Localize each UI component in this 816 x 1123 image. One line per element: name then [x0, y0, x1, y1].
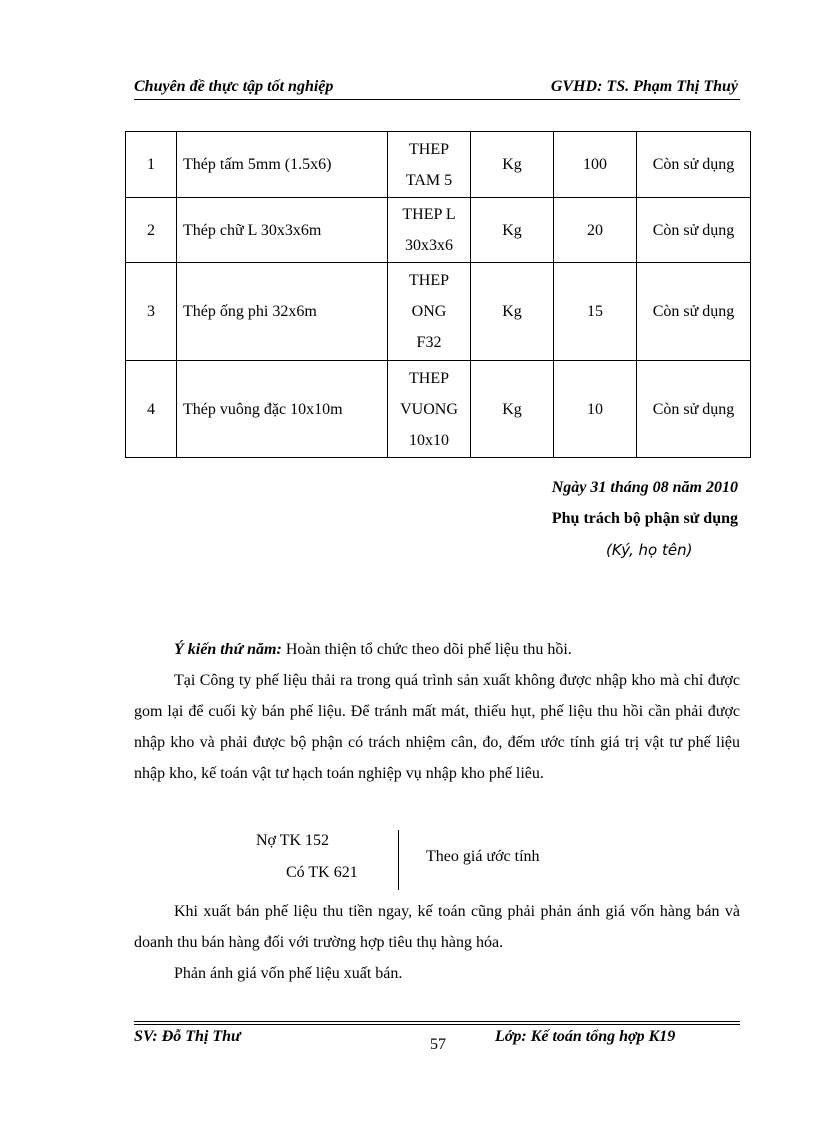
row-code: [388, 263, 471, 361]
row-code-line: ONG: [411, 303, 447, 320]
table-row: [126, 132, 751, 198]
header-right: GVHD: TS. Phạm Thị Thuỷ: [550, 78, 738, 95]
row-code-line: THEP L: [402, 206, 456, 223]
opinion-paragraph: [134, 634, 740, 665]
signature-note: (Ký, họ tên): [606, 541, 693, 559]
row-qty: 10: [554, 361, 637, 458]
signature-date: Ngày 31 tháng 08 năm 2010: [551, 479, 738, 496]
row-status: Còn sử dụng: [637, 263, 751, 361]
page-number: 57: [430, 1036, 446, 1053]
row-name: Thép chữ L 30x3x6m: [177, 198, 388, 263]
table-row: [126, 263, 751, 361]
row-name: Thép vuông đặc 10x10m: [177, 361, 388, 458]
table-row: [126, 361, 751, 458]
footer-student: SV: Đỗ Thị Thư: [134, 1028, 241, 1045]
row-code-line: TAM 5: [405, 171, 453, 189]
row-code-line: F32: [416, 334, 442, 351]
header-rule: [134, 99, 740, 100]
row-no: 2: [126, 198, 177, 263]
footer-rule-bottom: [134, 1024, 740, 1025]
paragraph-cost: Phản ánh giá vốn phế liệu xuất bán.: [174, 965, 403, 982]
row-no: 4: [126, 361, 177, 458]
row-unit: Kg: [471, 198, 554, 263]
row-code-line: THEP: [409, 140, 449, 158]
signature-title: Phụ trách bộ phận sử dụng: [551, 510, 738, 527]
opinion-text: Hoàn thiện tổ chức theo dõi phế liệu thu hồi.: [281, 641, 572, 658]
row-code: [388, 361, 471, 458]
opinion-label: Ý kiến thứ năm:: [174, 641, 282, 658]
row-unit: Kg: [471, 132, 554, 198]
table-row: [126, 198, 751, 263]
row-code-line: VUONG: [400, 400, 458, 418]
paragraph-sale: Khi xuất bán phế liệu thu tiền ngay, kế toán cũng phải phản ánh giá vốn hàng bán và doanh thu bán hàng đối với trường hợp tiêu thụ hàng hóa.: [134, 903, 740, 951]
row-unit: Kg: [471, 361, 554, 458]
row-status: Còn sử dụng: [637, 198, 751, 263]
row-code: [388, 198, 471, 263]
row-code-line: THEP: [409, 369, 449, 387]
row-code-line: THEP: [409, 272, 449, 289]
row-name: Thép ống phi 32x6m: [177, 263, 388, 361]
footer-class: Lớp: Kế toán tổng hợp K19: [495, 1028, 676, 1045]
row-qty: 100: [554, 132, 637, 198]
row-no: 1: [126, 132, 177, 198]
row-code-line: 30x3x6: [405, 237, 453, 254]
row-name: Thép tấm 5mm (1.5x6): [177, 132, 388, 198]
materials-table: [125, 131, 751, 458]
entry-debit: Nợ TK 152: [256, 832, 330, 849]
row-unit: Kg: [471, 263, 554, 361]
row-qty: 15: [554, 263, 637, 361]
entry-divider: [398, 830, 399, 890]
row-status: Còn sử dụng: [637, 361, 751, 458]
row-qty: 20: [554, 198, 637, 263]
row-code-line: 10x10: [409, 431, 449, 449]
entry-note: Theo giá ước tính: [426, 848, 540, 865]
row-status: Còn sử dụng: [637, 132, 751, 198]
header-left: Chuyên đề thực tập tốt nghiệp: [134, 78, 334, 95]
row-no: 3: [126, 263, 177, 361]
paragraph-scrap-intake: Tại Công ty phế liệu thải ra trong quá trình sản xuất không được nhập kho mà chỉ được gom lại để cuối kỳ bán phế liệu. Để tránh mất mát, thiếu hụt, phế liệu thu hồi cần phải được nhập kho và phải được bộ phận có trách nhiệm cân, đo, đếm ước tính giá trị vật tư phế liệu nhập kho, kế toán vật tư hạch toán nghiệp vụ nhập kho phế liêu.: [134, 672, 740, 782]
footer-rule-top: [134, 1021, 740, 1022]
entry-credit: Có TK 621: [286, 864, 358, 881]
row-code: [388, 132, 471, 198]
